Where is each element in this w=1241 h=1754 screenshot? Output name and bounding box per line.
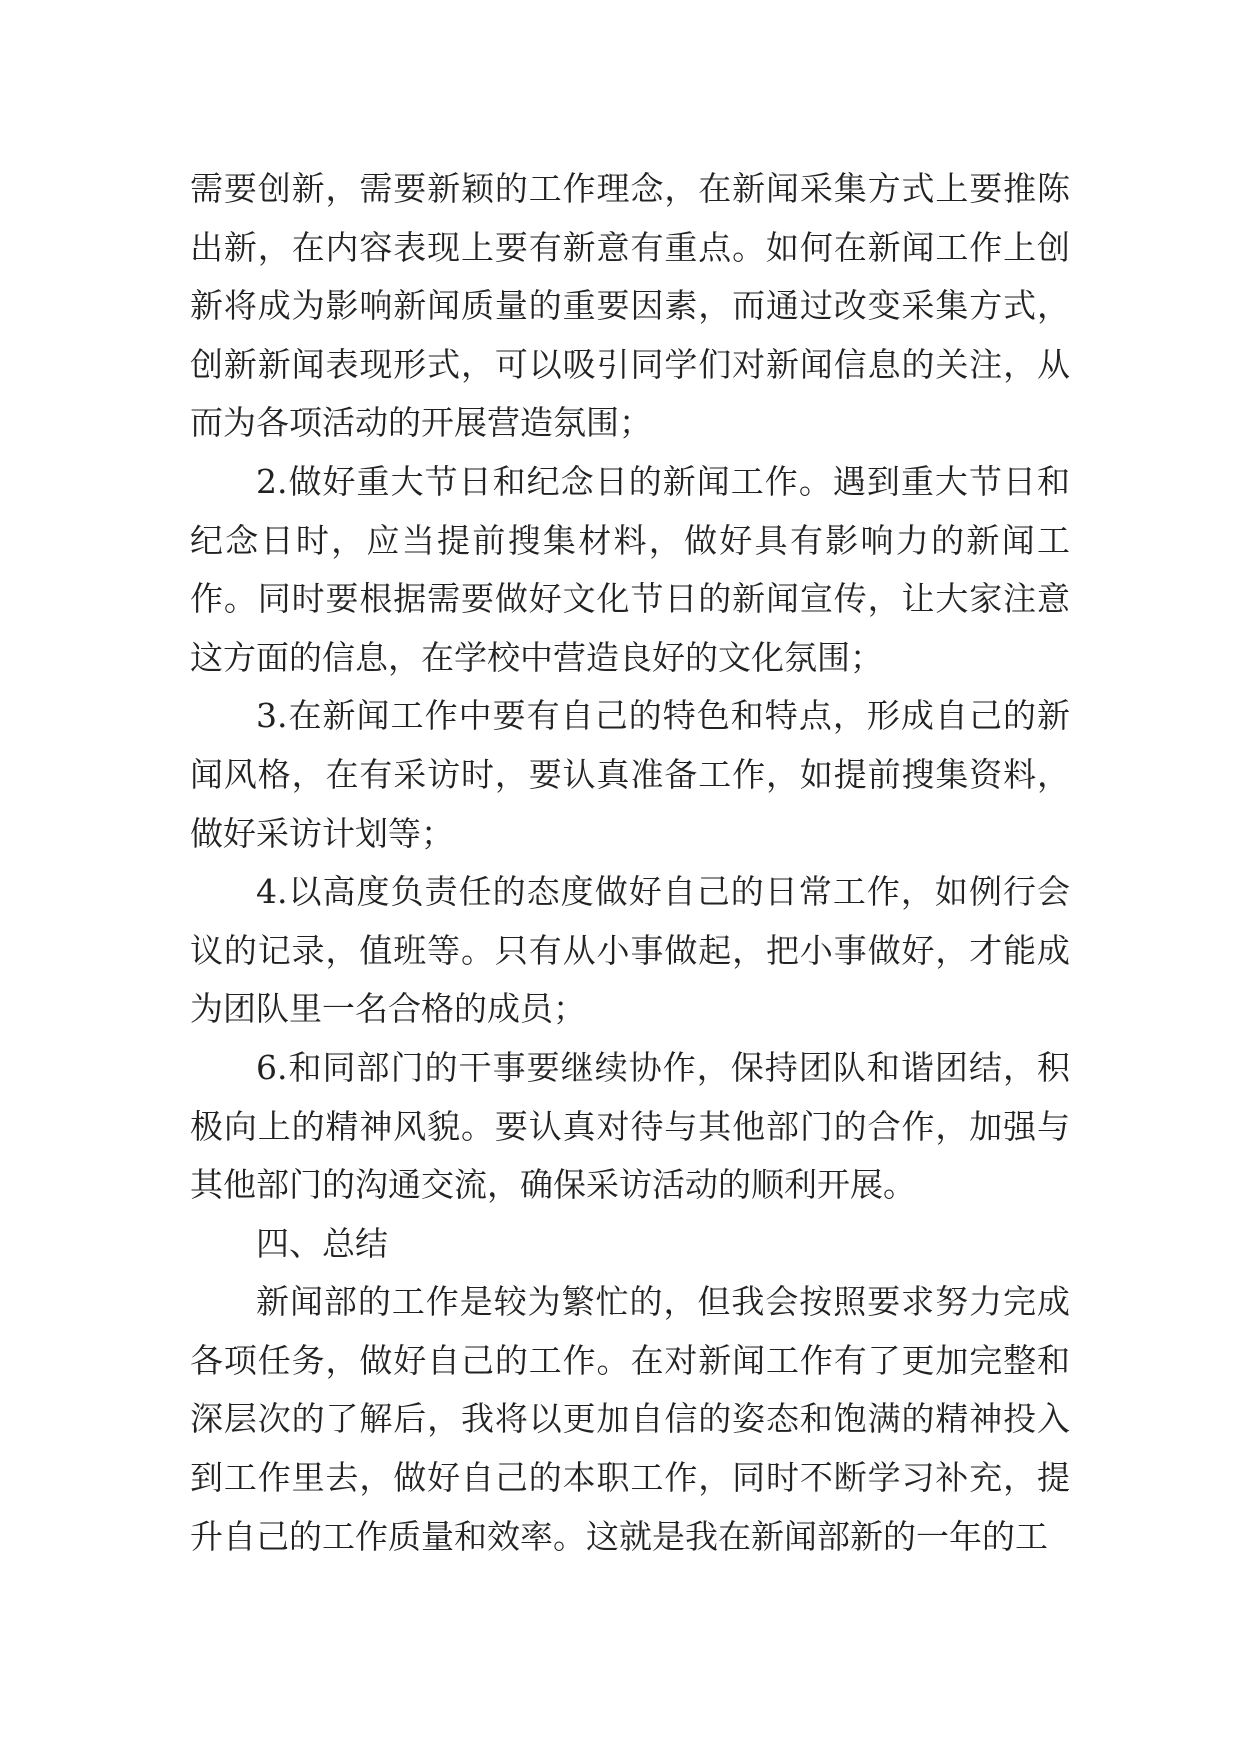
paragraph-1: 需要创新，需要新颖的工作理念，在新闻采集方式上要推陈出新，在内容表现上要有新意有重点。如何在新闻工作上创新将成为影响新闻质量的重要因素，而通过改变采集方式，创新新闻表现形式，可以吸引同学们对新闻信息的关注，从而为各项活动的开展营造氛围； <box>190 169 1070 443</box>
document-body <box>190 160 1070 1566</box>
paragraph-5: 6.和同部门的干事要继续协作，保持团队和谐团结，积极向上的精神风貌。要认真对待与其他部门的合作，加强与其他部门的沟通交流，确保采访活动的顺利开展。 <box>190 1047 1070 1205</box>
paragraph-3: 3.在新闻工作中要有自己的特色和特点，形成自己的新闻风格，在有采访时，要认真准备工作，如提前搜集资料，做好采访计划等； <box>190 696 1070 853</box>
paragraph-6: 新闻部的工作是较为繁忙的，但我会按照要求努力完成各项任务，做好自己的工作。在对新闻工作有了更加完整和深层次的了解后，我将以更加自信的姿态和饱满的精神投入到工作里去，做好自己的本职工作，同时不断学习补充，提升自己的工作质量和效率。这就是我在新闻部新的一年的工 <box>190 1282 1070 1556</box>
paragraph-2: 2.做好重大节日和纪念日的新闻工作。遇到重大节日和纪念日时，应当提前搜集材料，做好具有影响力的新闻工作。同时要根据需要做好文化节日的新闻宣传，让大家注意这方面的信息，在学校中营造良好的文化氛围； <box>190 461 1070 677</box>
paragraph-4: 4.以高度负责任的态度做好自己的日常工作，如例行会议的记录，值班等。只有从小事做起，把小事做好，才能成为团队里一名合格的成员； <box>190 872 1070 1029</box>
section-heading-summary: 四、总结 <box>256 1223 388 1263</box>
